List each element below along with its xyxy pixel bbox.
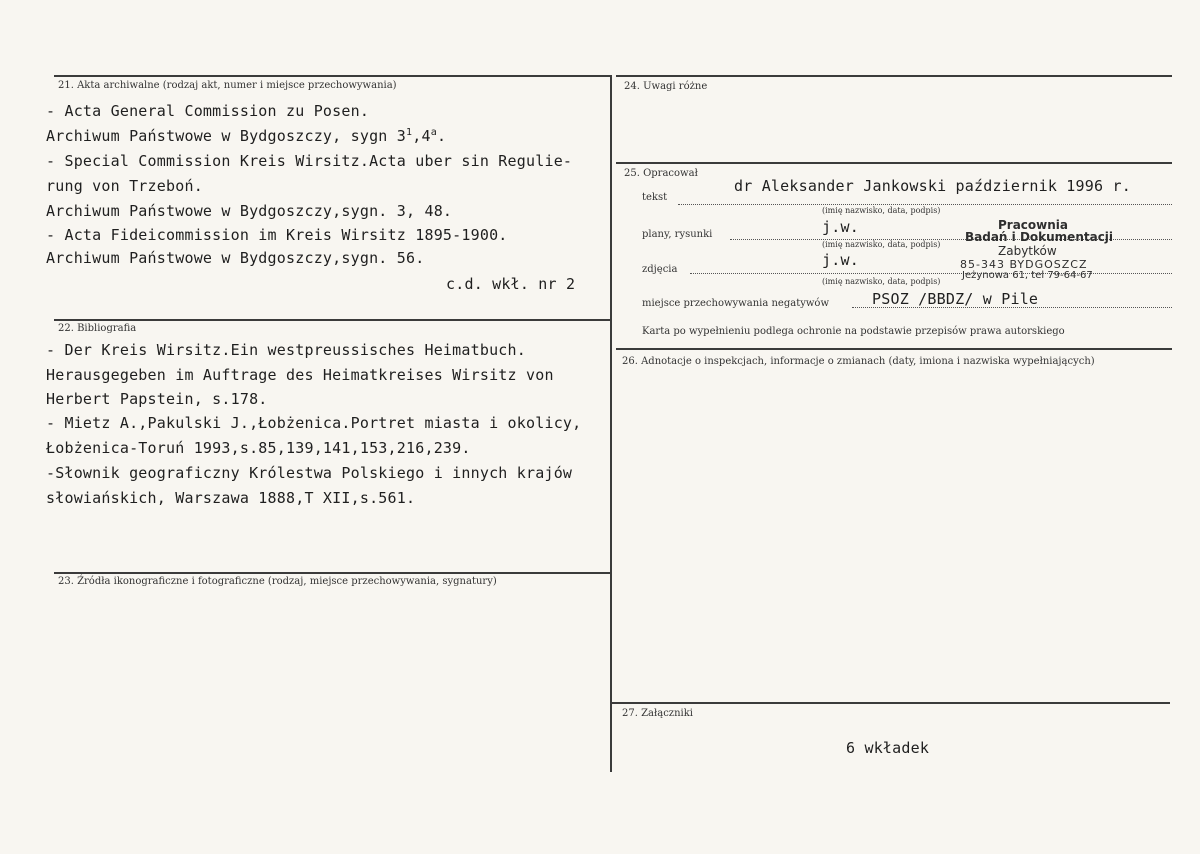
zdjecia-value: j.w. [822, 251, 859, 269]
section-25-label: 25. Opracował [624, 168, 698, 179]
section-21-label: 21. Akta archiwalne (rodzaj akt, numer i miejsce przechowywania) [58, 80, 397, 91]
s22-line-3: Herbert Papstein, s.178. [46, 390, 268, 408]
s22-line-7: słowiańskich, Warszawa 1888,T XII,s.561. [46, 489, 416, 507]
negatywy-label: miejsce przechowywania negatywów [642, 298, 829, 309]
s21-line-4: rung von Trzeboń. [46, 177, 203, 195]
s21-continuation-note: c.d. wkł. nr 2 [446, 275, 576, 293]
s21-line-6: - Acta Fideicommission im Kreis Wirsitz 1895-1900. [46, 226, 508, 244]
stamp-line-4: 85-343 BYDGOSZCZ [960, 258, 1088, 271]
divider-25-26 [616, 348, 1172, 350]
stamp-line-1: Pracownia [998, 218, 1069, 232]
s22-line-1: - Der Kreis Wirsitz.Ein westpreussisches Heimatbuch. [46, 341, 526, 359]
tekst-label: tekst [642, 192, 668, 203]
s22-line-2: Herausgegeben im Auftrage des Heimatkreises Wirsitz von [46, 366, 554, 384]
section-23-label: 23. Źródła ikonograficzne i fotograficzne (rodzaj, miejsce przechowywania, sygnatury) [58, 576, 497, 587]
divider-26-27 [612, 702, 1170, 704]
s22-line-4: - Mietz A.,Pakulski J.,Łobżenica.Portret miasta i okolicy, [46, 414, 582, 432]
section-27-label: 27. Załączniki [622, 708, 693, 719]
s21-line-7: Archiwum Państwowe w Bydgoszczy,sygn. 56. [46, 249, 425, 267]
tekst-dotted-line [678, 204, 1172, 205]
section-24-label: 24. Uwagi różne [624, 81, 708, 92]
s21-line-5: Archiwum Państwowe w Bydgoszczy,sygn. 3, 48. [46, 202, 453, 220]
stamp-line-5: Jeżynowa 61, tel 79-64-67 [962, 270, 1093, 281]
institution-stamp [960, 218, 1120, 286]
section-26-label: 26. Adnotacje o inspekcjach, informacje o zmianach (daty, imiona i nazwiska wypełniających) [622, 356, 1095, 367]
divider-21-22 [54, 319, 611, 321]
s22-line-5: Łobżenica-Toruń 1993,s.85,139,141,153,216,239. [46, 439, 471, 457]
zdjecia-caption: (imię nazwisko, data, podpis) [822, 277, 941, 286]
divider-vertical [610, 75, 612, 772]
zdjecia-label: zdjęcia [642, 264, 678, 275]
plany-caption: (imię nazwisko, data, podpis) [822, 240, 941, 249]
divider-24-25 [616, 162, 1172, 164]
divider-top-left [54, 75, 611, 77]
divider-22-23 [54, 572, 611, 574]
divider-top-right [616, 75, 1172, 77]
negatywy-dotted-line [852, 307, 1172, 308]
s21-line-2: Archiwum Państwowe w Bydgoszczy, sygn $3^1,4^a$. [46, 127, 447, 145]
attachments-value: 6 wkładek [846, 739, 930, 757]
stamp-line-3: Zabytków [998, 244, 1057, 258]
copyright-note: Karta po wypełnieniu podlega ochronie na podstawie przepisów prawa autorskiego [642, 326, 1065, 337]
s21-line-3: - Special Commission Kreis Wirsitz.Acta uber sin Regulie- [46, 152, 573, 170]
s21-line-1: - Acta General Commission zu Posen. [46, 102, 370, 120]
tekst-value: dr Aleksander Jankowski październik 1996 r. [734, 177, 1131, 195]
plany-label: plany, rysunki [642, 229, 713, 240]
tekst-caption: (imię nazwisko, data, podpis) [822, 206, 941, 215]
plany-value: j.w. [822, 218, 859, 236]
negatywy-value: PSOZ /BBDZ/ w Pile [872, 290, 1039, 308]
section-22-label: 22. Bibliografia [58, 323, 137, 334]
s22-line-6: -Słownik geograficzny Królestwa Polskiego i innych krajów [46, 464, 573, 482]
stamp-line-2: Badań i Dokumentacji [965, 230, 1114, 244]
